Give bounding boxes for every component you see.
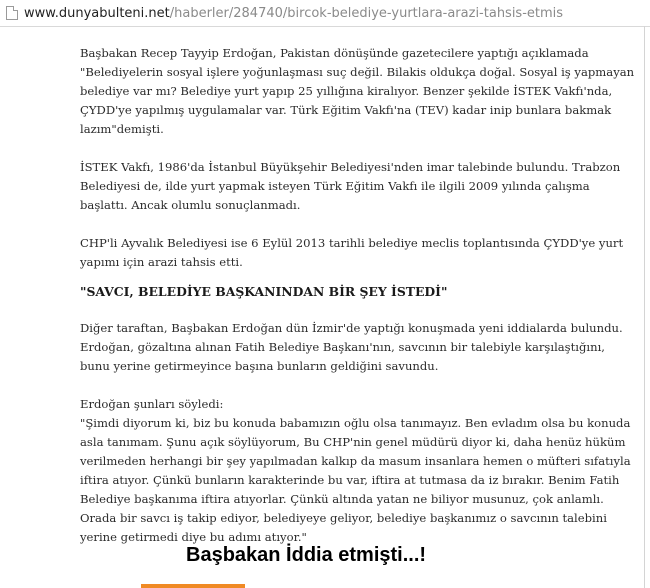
article-paragraph-3: CHP'li Ayvalık Belediyesi ise 6 Eylül 2013 tarihli belediye meclis toplantısında ÇYDD'ye yurt yapımı için arazi tahsis etti. <box>80 236 624 269</box>
url-path: /haberler/284740/bircok-belediye-yurtlara-arazi-tahsis-etmis <box>169 5 564 21</box>
article-paragraph-2: İSTEK Vakfı, 1986'da İstanbul Büyükşehir Belediyesi'nden imar talebinde bulundu. Trabzon Belediyesi de, ilde yurt yapmak isteyen Türk Eğitim Vakfı ile ilgili 2009 yılında çalışma başlattı. Ancak olumlu sonuçlanmadı. <box>80 160 621 212</box>
article-paragraph-1: Başbakan Recep Tayyip Erdoğan, Pakistan dönüşünde gazetecilere yaptığı açıklamada "Belediyelerin sosyal işlere yoğunlaşması suç değil. Bilakis oldukça doğal. Sosyal iş yapmayan belediye var mı? Belediye yurt yapıp 25 yıllığına kiralıyor. Benzer şekilde İSTEK Vakfı'nda, ÇYDD'ye yapılmış uygulamalar var. Türk Eğitim Vakfı'na (TEV) kadar inip bunlara bakmak lazım"demişti. <box>80 46 635 136</box>
article-paragraph-4: Diğer taraftan, Başbakan Erdoğan dün İzmir'de yaptığı konuşmada yeni iddialarda bulundu. Erdoğan, gözaltına alınan Fatih Belediye Başkanı'nın, savcının bir talebiyle karşılaştığını, bunu yerine getirmeyince başına bunların geldiğini savundu. <box>80 321 623 373</box>
article-paragraph-5 <box>80 395 638 547</box>
overlay-caption: Başbakan İddia etmişti...! <box>186 544 427 566</box>
article-subheading: "SAVCI, BELEDİYE BAŞKANINDAN BİR ŞEY İSTEDİ" <box>80 284 448 299</box>
orange-accent-bar <box>141 584 245 588</box>
page-divider <box>644 26 645 588</box>
address-bar[interactable] <box>0 0 650 27</box>
url-host: www.dunyabulteni.net <box>24 5 170 21</box>
article-body <box>80 44 638 547</box>
page-icon <box>6 6 18 20</box>
quote-text: "Şimdi diyorum ki, biz bu konuda babamızın oğlu olsa tanımayız. Ben evladım olsa bu konuda asla tanımam. Şunu açık söylüyorum, Bu CHP'nin genel müdürü diyor ki, daha henüz hüküm verilmeden herhangi bir şey yapılmadan kalkıp da masum insanlara hemen o müfteri sıfatıyla iftira atıyor. Çünkü bunların karakterinde bu var, iftira at tutmasa da iz bırakır. Benim Fatih Belediye başkanıma iftira atıyorlar. Çünkü altında yatan ne biliyor musunuz, çok anlamlı. Orada bir savcı iş takip ediyor, belediyeye geliyor, belediye başkanımız o savcının talebini yerine getirmedi diye bu adımı atıyor." <box>80 416 631 544</box>
quote-intro: Erdoğan şunları söyledi: <box>80 397 224 411</box>
